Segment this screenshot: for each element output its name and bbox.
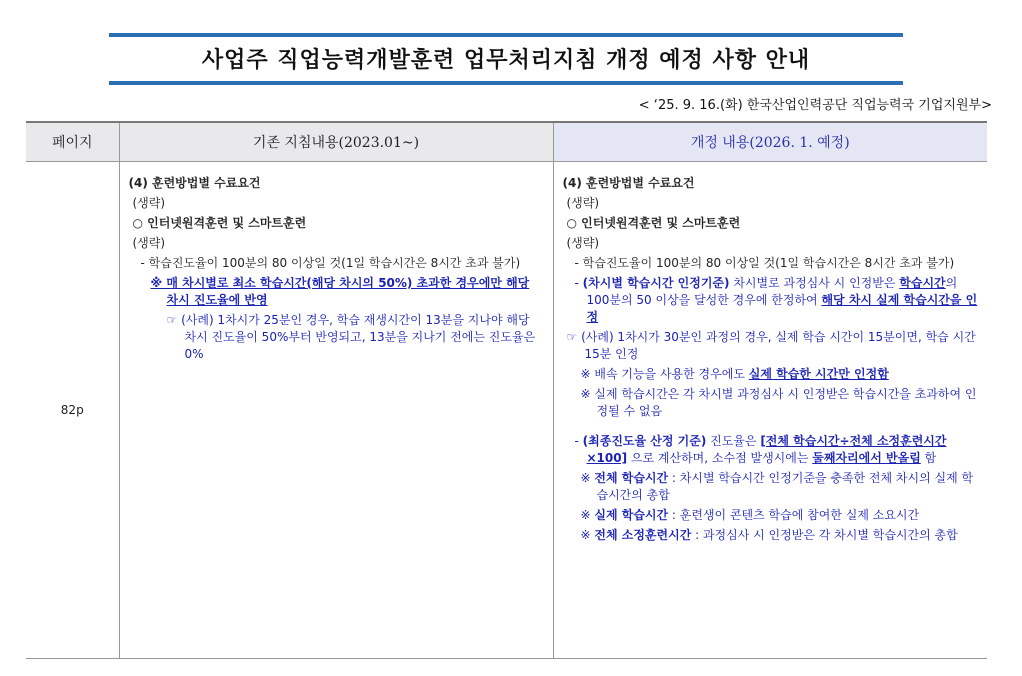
old-section-heading: (4) 훈련방법별 수료요건 bbox=[128, 176, 261, 190]
old-example: ☞ (사례) 1차시가 25분인 경우, 학습 재생시간이 13분을 지나야 해당 차시 진도율이 50%부터 반영되고, 13분을 지나기 전에는 진도율은 0% bbox=[166, 313, 536, 361]
spacer bbox=[563, 423, 979, 433]
new-final-text-3: 함 bbox=[920, 451, 937, 465]
page-title: 사업주 직업능력개발훈련 업무처리지침 개정 예정 사항 안내 bbox=[201, 48, 811, 73]
table-row bbox=[26, 162, 987, 659]
new-required-time-mark: ※ bbox=[580, 528, 595, 542]
new-session-label: (차시별 학습시간 인정기준) bbox=[582, 276, 730, 290]
new-session-emph-1: 학습시간 bbox=[899, 276, 946, 290]
new-content-cell bbox=[553, 162, 987, 659]
new-session-dash: - bbox=[574, 276, 583, 290]
new-speed-note-emph: 실제 학습한 시간만 인정함 bbox=[748, 367, 889, 381]
page-number-cell: 82p bbox=[26, 162, 119, 659]
comparison-table bbox=[26, 121, 987, 659]
new-section-heading: (4) 훈련방법별 수료요건 bbox=[562, 176, 695, 190]
new-session-emph-2: 해당 차시 실제 학습시간을 인정 bbox=[586, 293, 978, 324]
new-omit-1: (생략) bbox=[566, 196, 600, 210]
table-header-row bbox=[26, 122, 987, 162]
new-actual-time-term: 실제 학습시간 bbox=[594, 508, 669, 522]
new-actual-time-def: : 훈련생이 콘텐츠 학습에 참여한 실제 소요시간 bbox=[668, 508, 920, 522]
new-total-time-note bbox=[567, 470, 979, 504]
new-required-time-term: 전체 소정훈련시간 bbox=[594, 528, 692, 542]
new-actual-time-note bbox=[567, 507, 979, 524]
old-item-heading: ○ 인터넷원격훈련 및 스마트훈련 bbox=[132, 216, 307, 230]
new-total-time-def: : 차시별 학습시간 인정기준을 충족한 전체 차시의 실제 학습시간의 총합 bbox=[596, 471, 974, 502]
new-session-text-1: 차시별로 과정심사 시 인정받은 bbox=[729, 276, 900, 290]
new-required-time-note bbox=[567, 527, 979, 544]
new-session-time-rule bbox=[567, 275, 979, 326]
header-page: 페이지 bbox=[26, 122, 119, 162]
header-old-content: 기존 지침내용(2023.01~) bbox=[119, 122, 553, 162]
new-total-time-term: 전체 학습시간 bbox=[594, 471, 669, 485]
new-item-heading: ○ 인터넷원격훈련 및 스마트훈련 bbox=[566, 216, 741, 230]
title-bottom-rule bbox=[109, 81, 903, 85]
new-final-text-2: 으로 계산하며, 소수점 발생시에는 bbox=[627, 451, 813, 465]
new-progress-rule: - 학습진도율이 100분의 80 이상일 것(1일 학습시간은 8시간 초과 불가) bbox=[574, 256, 955, 270]
new-final-formula: [전체 학습시간÷전체 소정훈련시간×100] bbox=[586, 434, 947, 465]
header-new-content: 개정 내용(2026. 1. 예정) bbox=[553, 122, 987, 162]
title-block bbox=[109, 33, 903, 85]
new-total-time-mark: ※ bbox=[580, 471, 595, 485]
new-final-text-1: 진도율은 bbox=[706, 434, 761, 448]
new-speed-note bbox=[567, 366, 979, 383]
new-final-dash: - bbox=[574, 434, 583, 448]
new-required-time-def: : 과정심사 시 인정받은 각 차시별 학습시간의 총합 bbox=[691, 528, 958, 542]
new-final-progress-rule bbox=[567, 433, 979, 467]
old-omit-2: (생략) bbox=[132, 236, 166, 250]
new-actual-time-mark: ※ bbox=[580, 508, 595, 522]
new-speed-note-text: ※ 배속 기능을 사용한 경우에도 bbox=[580, 367, 749, 381]
new-session-text-2: 의 100분의 50 이상을 달성한 경우에 한정하여 bbox=[586, 276, 958, 307]
old-min-time-note bbox=[137, 275, 544, 309]
new-omit-2: (생략) bbox=[566, 236, 600, 250]
old-min-time-note-text: ※ 매 차시별로 최소 학습시간(해당 차시의 50%) 초과한 경우에만 해당 차시 진도율에 반영 bbox=[150, 276, 530, 307]
new-example: ☞ (사례) 1차시가 30분인 과정의 경우, 실제 학습 시간이 15분이면, 학습 시간 15분 인정 bbox=[566, 330, 976, 361]
old-content-cell bbox=[119, 162, 553, 659]
date-department-line: < ‘25. 9. 16.(화) 한국산업인력공단 직업능력국 기업지원부> bbox=[638, 98, 992, 113]
old-omit-1: (생략) bbox=[132, 196, 166, 210]
old-progress-rule: - 학습진도율이 100분의 80 이상일 것(1일 학습시간은 8시간 초과 불가) bbox=[140, 256, 521, 270]
new-cap-note: ※ 실제 학습시간은 각 차시별 과정심사 시 인정받은 학습시간을 초과하여 인정될 수 없음 bbox=[580, 387, 977, 418]
new-final-label: (최종진도율 산정 기준) bbox=[582, 434, 707, 448]
new-final-rounding: 둘째자리에서 반올림 bbox=[812, 451, 921, 465]
